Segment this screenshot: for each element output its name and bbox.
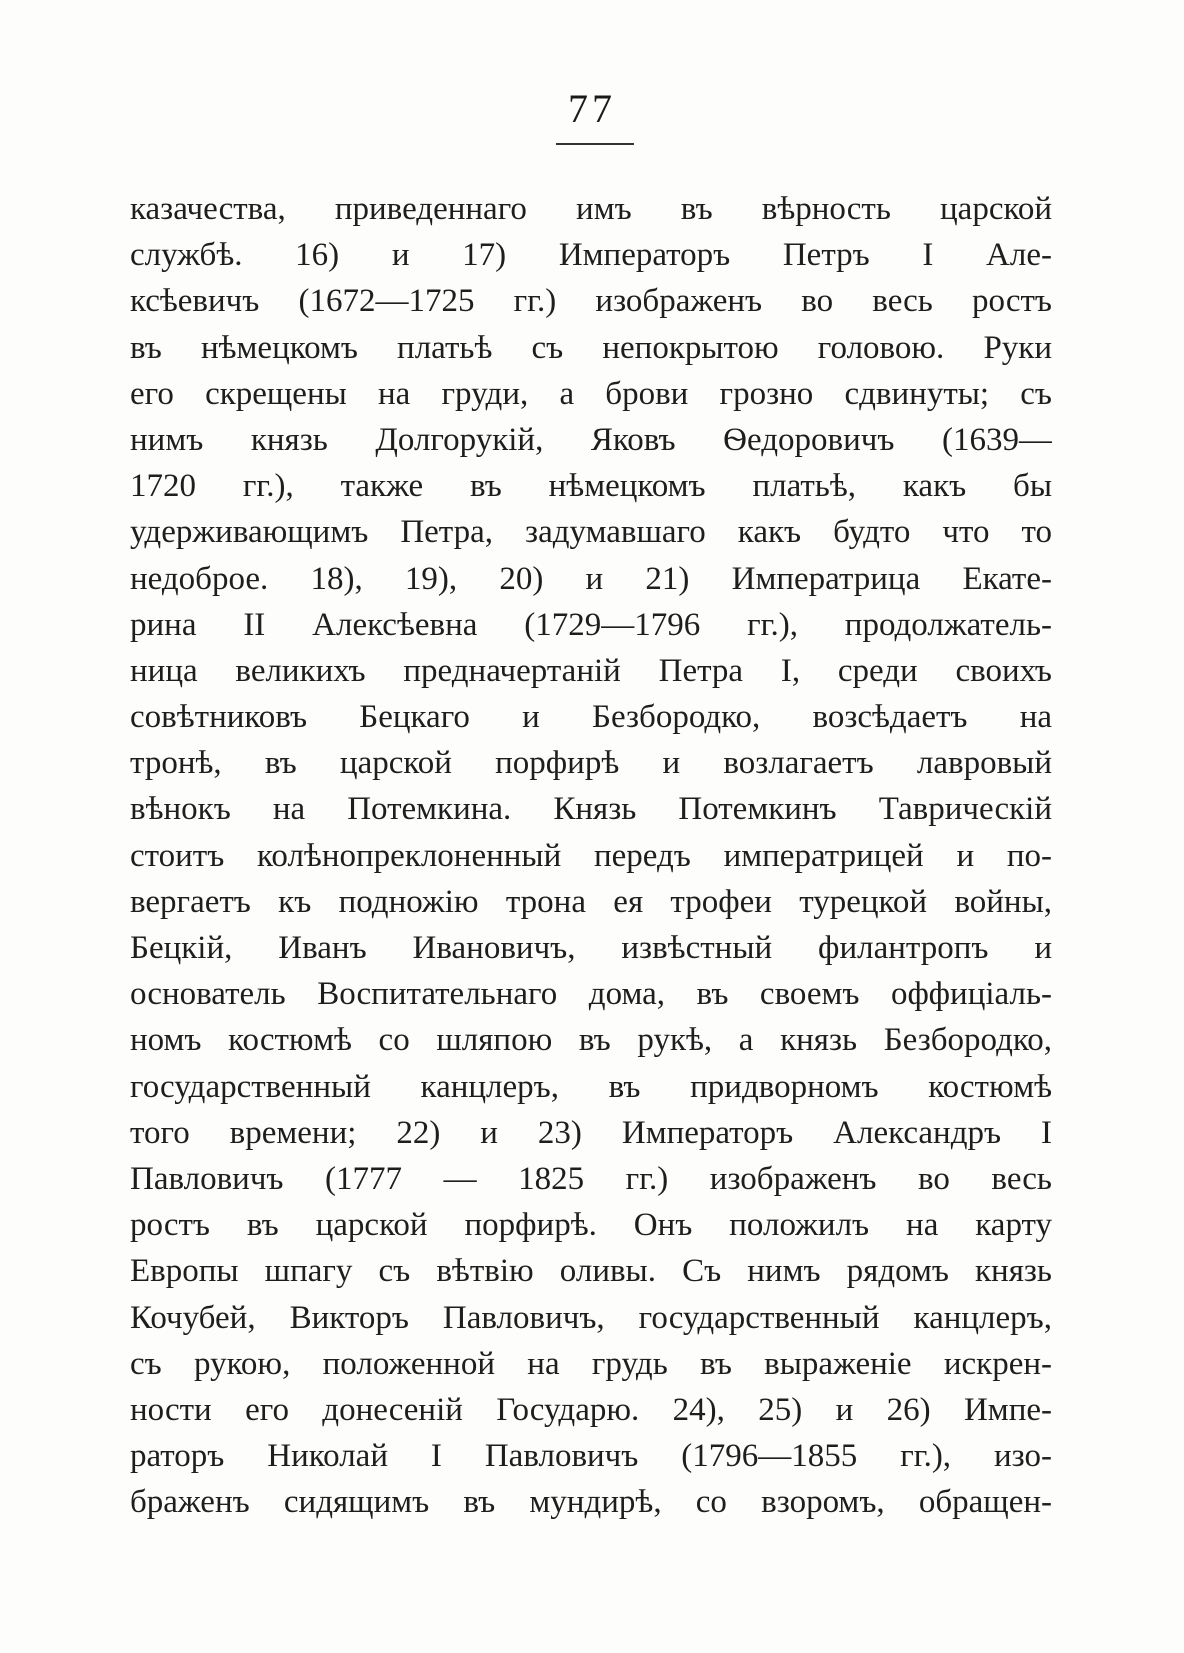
text-line: того времени; 22) и 23) Императоръ Александръ I bbox=[130, 1114, 1052, 1151]
text-line: основатель Воспитательнаго дома, въ своемъ оффиціаль- bbox=[130, 976, 1052, 1013]
text-line: Кочубей, Викторъ Павловичъ, государственный канцлеръ, bbox=[130, 1299, 1052, 1336]
text-line: совѣтниковъ Бецкаго и Безбородко, возсѣдаетъ на bbox=[130, 699, 1052, 736]
text-line: ростъ въ царской порфирѣ. Онъ положилъ на карту bbox=[130, 1207, 1052, 1244]
text-line: государственный канцлеръ, въ придворномъ костюмѣ bbox=[130, 1068, 1052, 1105]
text-line: тронѣ, въ царской порфирѣ и возлагаетъ лавровый bbox=[130, 745, 1052, 782]
text-line: удерживающимъ Петра, задумавшаго какъ будто что то bbox=[130, 514, 1052, 551]
page-number-rule bbox=[556, 143, 634, 145]
text-line: Павловичъ (1777 — 1825 гг.) изображенъ во весь bbox=[130, 1160, 1052, 1197]
text-line: 1720 гг.), также въ нѣмецкомъ платьѣ, какъ бы bbox=[130, 468, 1052, 505]
text-line: рина II Алексѣевна (1729—1796 гг.), продолжатель- bbox=[130, 606, 1052, 643]
text-line: Бецкій, Иванъ Ивановичъ, извѣстный филантропъ и bbox=[130, 930, 1052, 966]
text-line: стоитъ колѣнопреклоненный передъ императрицей и по- bbox=[130, 837, 1052, 874]
text-line: ности его донесеній Государю. 24), 25) и 26) Импе- bbox=[130, 1391, 1052, 1428]
text-line: вергаетъ къ подножію трона ея трофеи турецкой войны, bbox=[130, 883, 1052, 920]
page-number: 77 bbox=[568, 86, 616, 131]
text-line: нимъ князь Долгорукій, Яковъ Ѳедоровичъ (1639— bbox=[130, 421, 1052, 458]
text-line: номъ костюмѣ со шляпою въ рукѣ, а князь Безбородко, bbox=[130, 1022, 1052, 1059]
text-line: браженъ сидящимъ въ мундирѣ, со взоромъ, обращен- bbox=[130, 1484, 1052, 1521]
text-line: службѣ. 16) и 17) Императоръ Петръ I Але- bbox=[130, 237, 1052, 274]
text-line: раторъ Николай I Павловичъ (1796—1855 гг.), изо- bbox=[130, 1438, 1052, 1475]
text-line: съ рукою, положенной на грудь въ выраженіе искрен- bbox=[130, 1345, 1052, 1382]
text-line: Европы шпагу съ вѣтвію оливы. Съ нимъ рядомъ князь bbox=[130, 1253, 1052, 1290]
text-line: вѣнокъ на Потемкина. Князь Потемкинъ Таврическій bbox=[130, 791, 1052, 828]
body-text bbox=[130, 186, 1052, 1525]
text-line: недоброе. 18), 19), 20) и 21) Императрица Екате- bbox=[130, 560, 1052, 597]
text-line: ница великихъ предначертаній Петра I, среди своихъ bbox=[130, 652, 1052, 689]
text-line: ксѣевичъ (1672—1725 гг.) изображенъ во весь ростъ bbox=[130, 283, 1052, 320]
text-line: его скрещены на груди, а брови грозно сдвинуты; съ bbox=[130, 375, 1052, 412]
text-line: казачества, приведеннаго имъ въ вѣрность царской bbox=[130, 191, 1052, 227]
text-line: въ нѣмецкомъ платьѣ съ непокрытою головою. Руки bbox=[130, 329, 1052, 366]
